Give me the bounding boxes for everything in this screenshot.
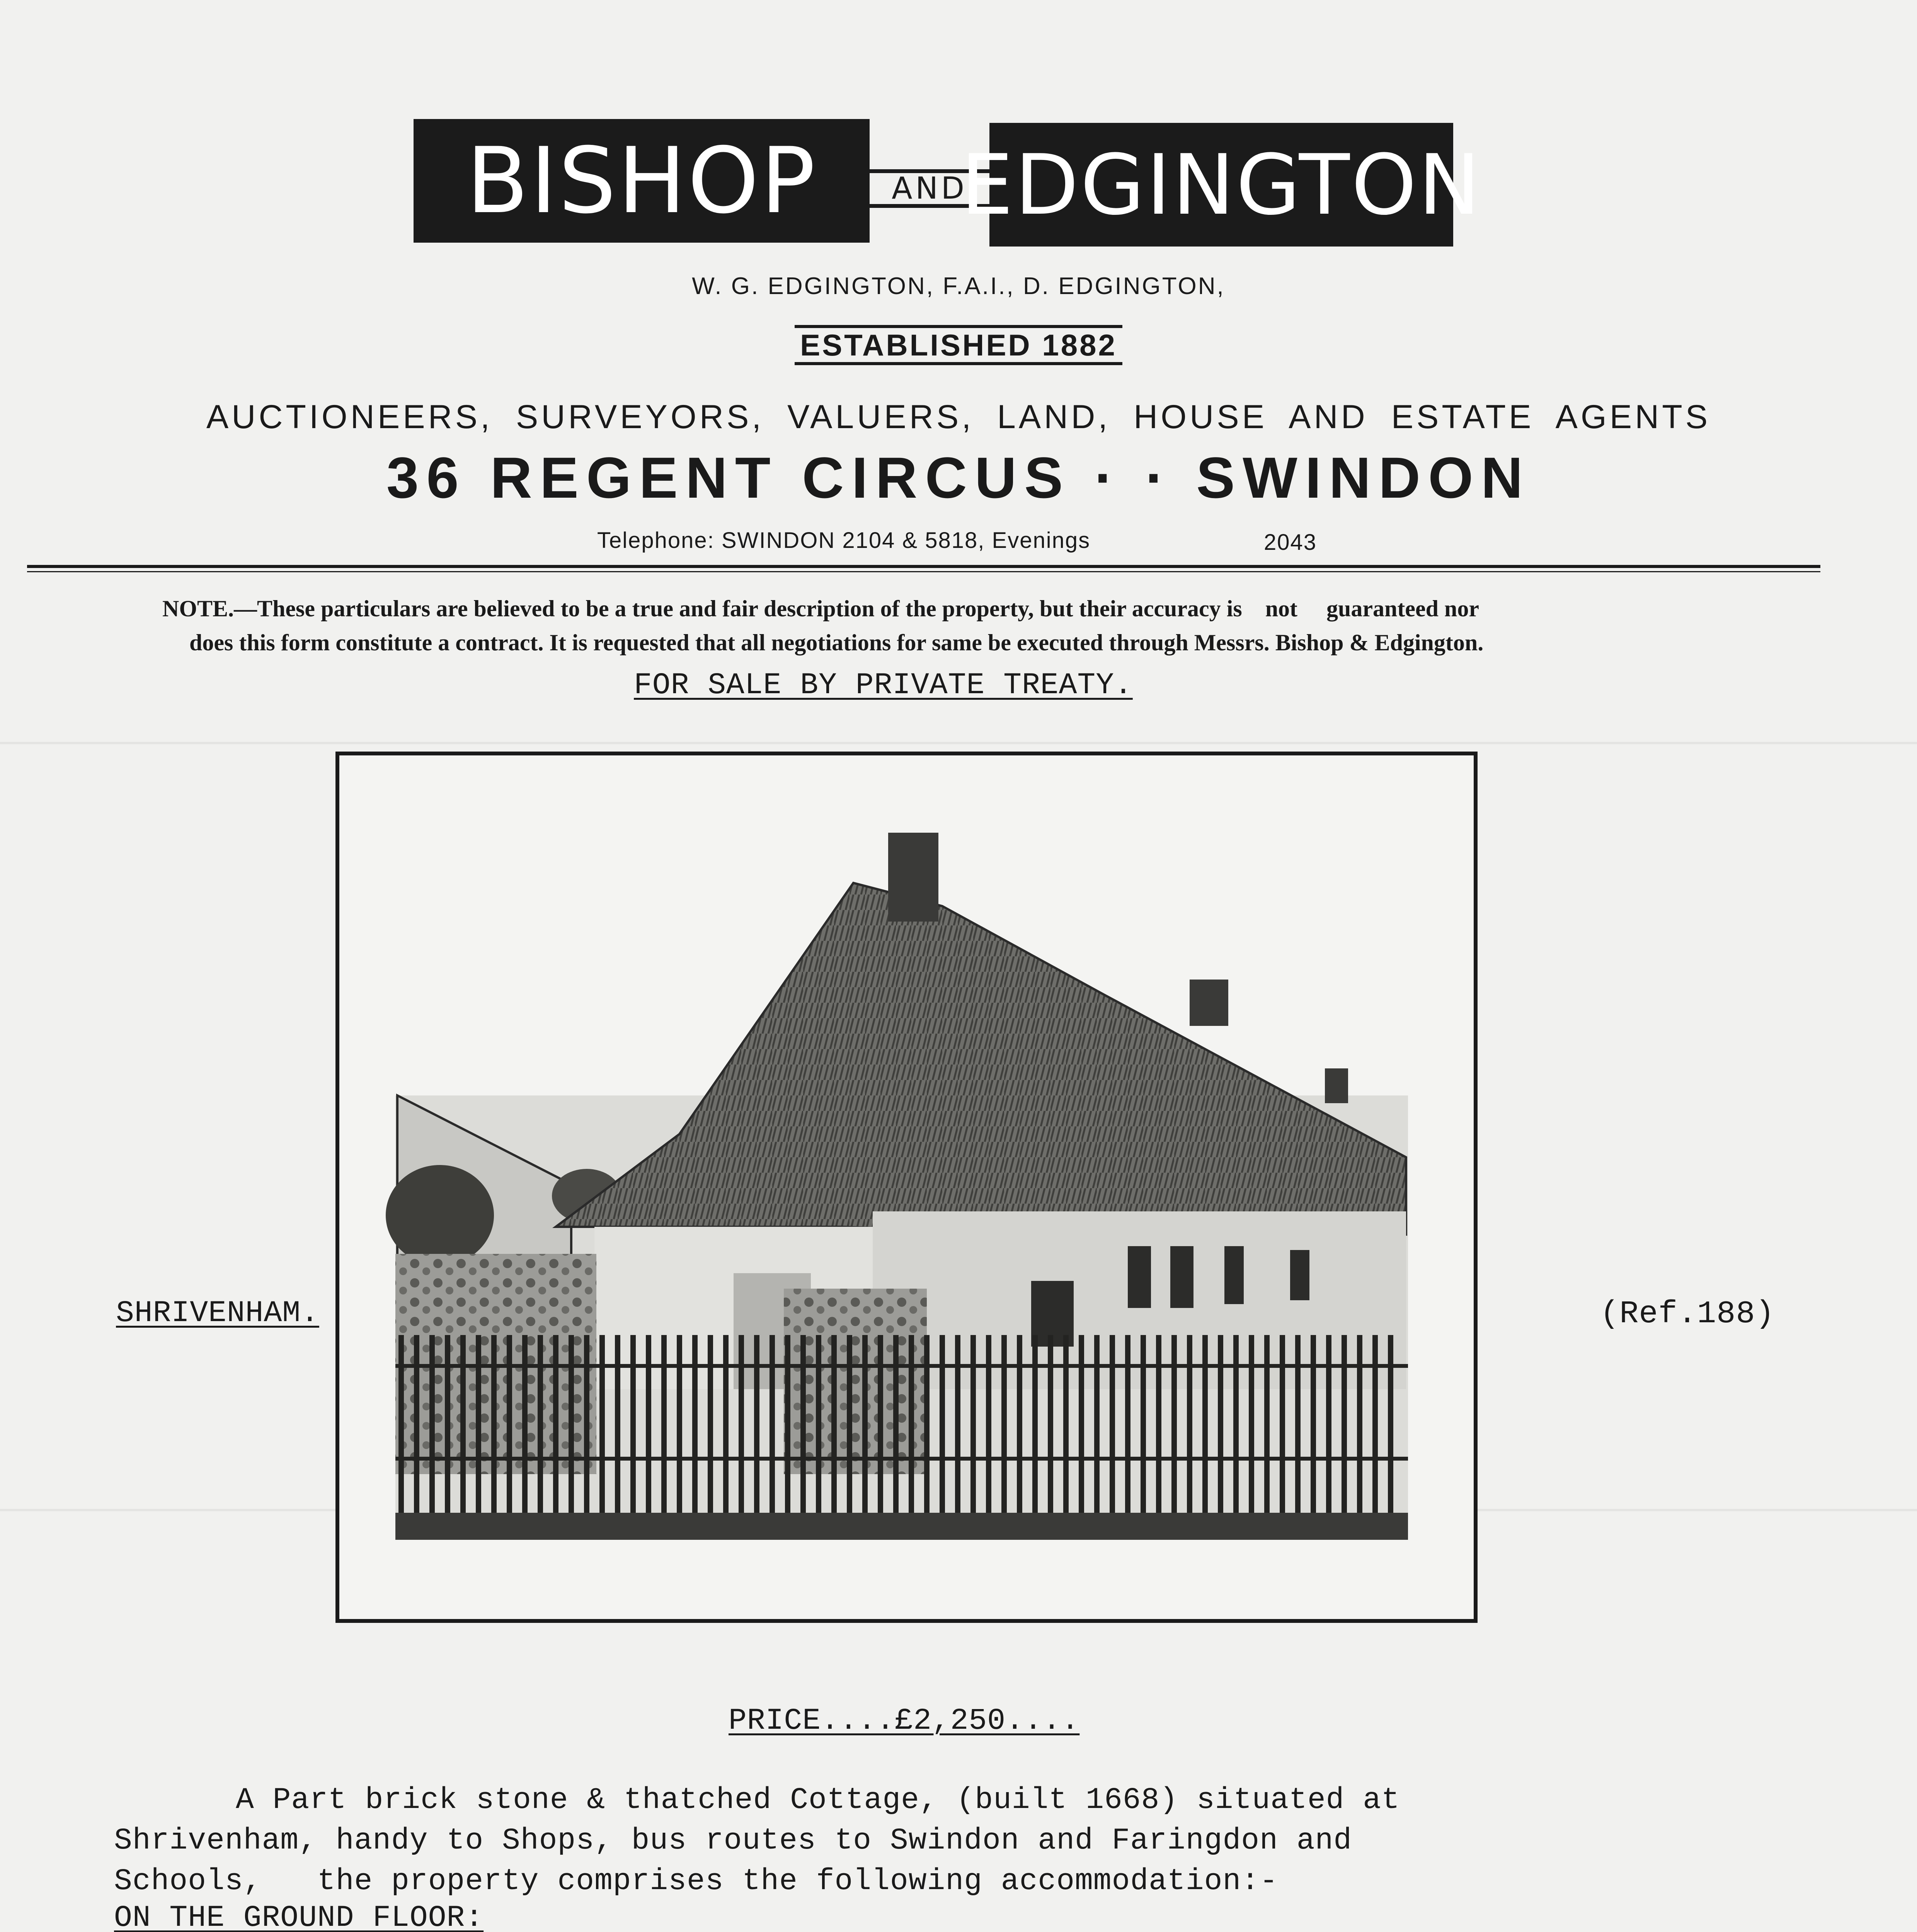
cottage-photo	[339, 755, 1474, 1619]
note-line-2: does this form constitute a contract. It is requested that all negotiations for same be executed through Messrs. Bishop & Edgington.	[189, 630, 1484, 655]
firm-name-bishop: BISHOP	[466, 128, 817, 234]
firm-name-edgington: EDGINGTON	[960, 136, 1482, 233]
established-wrap	[0, 328, 1917, 363]
established-badge: ESTABLISHED 1882	[795, 325, 1122, 365]
trades-line: AUCTIONEERS, SURVEYORS, VALUERS, LAND, HOUSE AND ESTATE AGENTS	[206, 398, 1711, 435]
letterhead-rule	[27, 565, 1820, 568]
firm-name-and: AND	[892, 171, 967, 206]
description-line-2: Shrivenham, handy to Shops, bus routes to Swindon and Faringdon and	[114, 1824, 1352, 1858]
address-line: 36 REGENT CIRCUS · · SWINDON	[386, 445, 1531, 510]
reference-label: (Ref.188)	[1600, 1296, 1775, 1332]
paper-fold	[0, 742, 1917, 744]
partners-line: W. G. EDGINGTON, F.A.I., D. EDGINGTON,	[692, 273, 1225, 299]
description-line-1: A Part brick stone & thatched Cottage, (built 1668) situated at	[236, 1783, 1400, 1817]
note-line-1: NOTE.—These particulars are believed to be a true and fair description of the property, but their accuracy is not guaranteed nor	[162, 596, 1479, 621]
property-photo-frame	[335, 752, 1478, 1623]
telephone-evening: 2043	[1264, 530, 1317, 555]
description-line-3: Schools, the property comprises the following accommodation:-	[114, 1864, 1278, 1898]
logo-right	[960, 123, 1482, 247]
logo-left	[414, 119, 870, 243]
price: PRICE....£2,250....	[729, 1704, 1080, 1738]
ground-floor-heading: ON THE GROUND FLOOR:	[114, 1901, 484, 1932]
letterhead-rule-thin	[27, 571, 1820, 572]
location-label: SHRIVENHAM.	[116, 1296, 319, 1330]
sale-heading: FOR SALE BY PRIVATE TREATY.	[634, 668, 1133, 702]
telephone-line: Telephone: SWINDON 2104 & 5818, Evenings	[597, 528, 1091, 553]
